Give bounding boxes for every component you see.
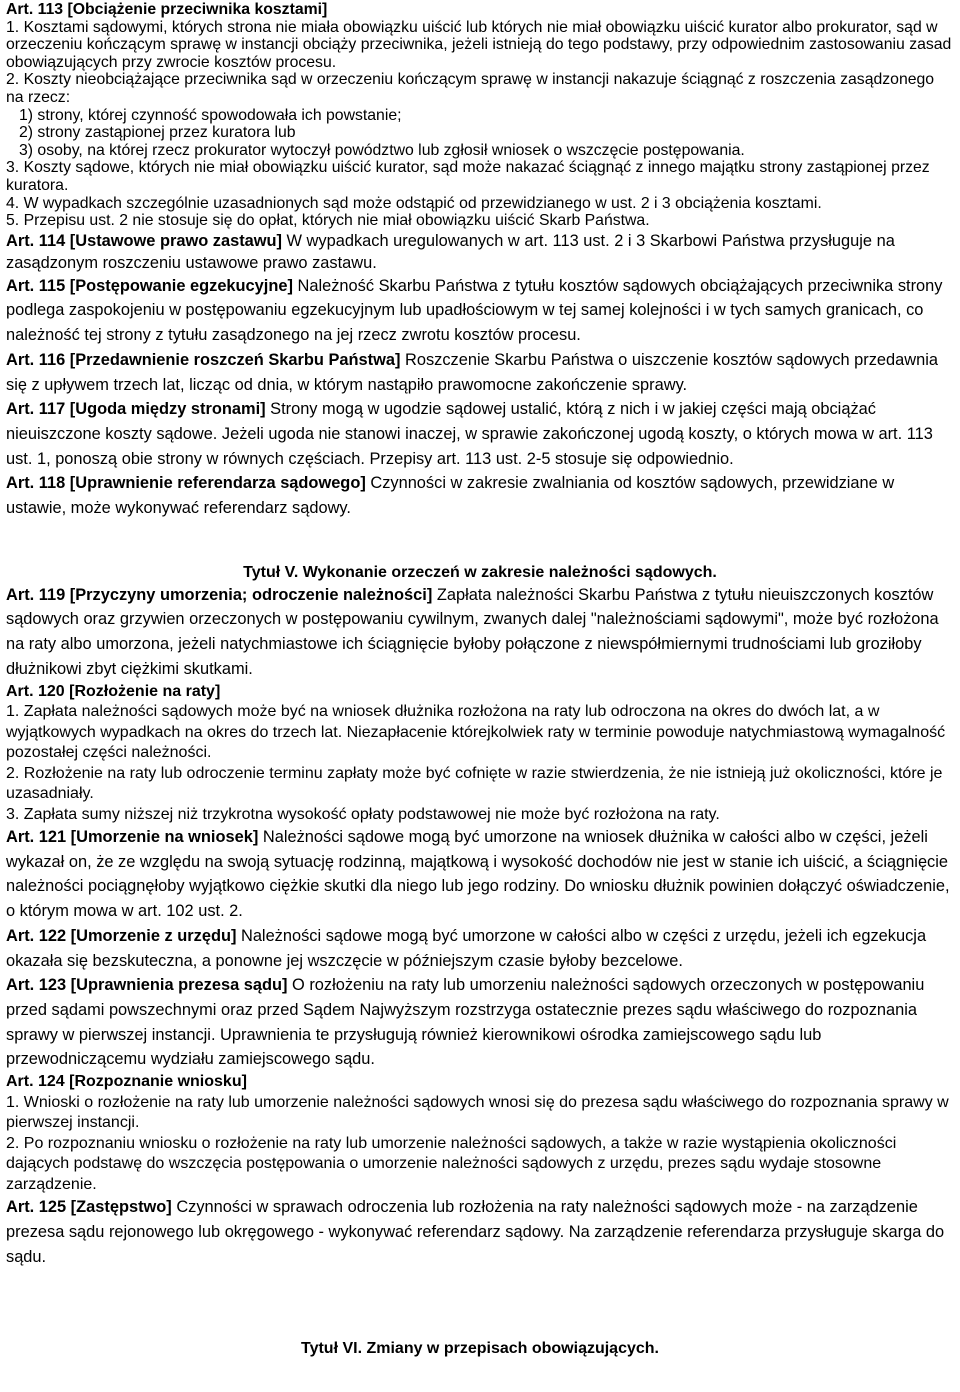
article-113-paragraph-4: 4. W wypadkach szczególnie uzasadnionych sąd może odstąpić od przewidzianego w ust. 2 i 3 obciążenia kosztami. xyxy=(6,194,822,212)
article-117 xyxy=(6,397,954,471)
article-123-text: O rozłożeniu na raty lub umorzeniu należności sądowych orzeczonych w postępowaniu przed sądami powszechnymi oraz przed Sądem Najwyższym rozstrzyga ostatecznie prezes sądu właściwego do rozpoznania sprawy w pierwszej instancji. Uprawnienia te przysługują również kierownikowi ośrodka zamiejscowego sądu lub przewodniczącemu wydziału zamiejscowego sądu. xyxy=(6,976,925,1069)
article-125-heading: Art. 125 [Zastępstwo] xyxy=(6,1198,172,1217)
article-113-paragraph-3: 3. Koszty sądowe, których nie miał obowiązku uiścić kurator, sąd może nakazać ściągnąć z innego majątku strony zastąpionej przez kuratora. xyxy=(6,159,930,194)
article-113-item-1: 1) strony, której czynność spowodowała ich powstanie; xyxy=(19,106,402,124)
article-117-text: Strony mogą w ugodzie sądowej ustalić, którą z nich i w jakiej części mają obciążać nieuiszczone koszty sądowe. Jeżeli ugoda nie stanowi inaczej, w sprawie zakończonej ugodą koszty, o których mowa w art. 113 ust. 1, ponoszą obie strony w równych częściach. Przepisy art. 113 ust. 2-5 stosuje się odpowiednio. xyxy=(6,400,933,468)
article-120-paragraph-2: 2. Rozłożenie na raty lub odroczenie terminu zapłaty może być cofnięte w razie stwierdzenia, że nie istnieją już okoliczności, które je uzasadniały. xyxy=(6,764,943,803)
article-115 xyxy=(6,274,954,348)
article-113-paragraph-1: 1. Kosztami sądowymi, których strona nie miała obowiązku uiścić lub których nie miał obowiązku uiścić kurator albo prokurator, sąd w orzeczeniu kończącym sprawę w instancji obciąży przeciwnika, jeżeli istnieją do tego podstawy, przy odpowiednim zastosowaniu zasad obowiązujących przy zwrocie kosztów procesu. xyxy=(6,18,952,71)
article-120-paragraph-3: 3. Zapłata sumy niższej niż trzykrotna wysokość opłaty podstawowej nie może być rozłożona na raty. xyxy=(6,805,720,823)
title-5-heading: Tytuł V. Wykonanie orzeczeń w zakresie należności sądowych. xyxy=(243,563,717,581)
article-125 xyxy=(6,1195,954,1269)
article-121-heading: Art. 121 [Umorzenie na wniosek] xyxy=(6,828,259,847)
article-122-text: Należności sądowe mogą być umorzone w całości albo w części z urzędu, jeżeli ich egzekucja okazała się bezskuteczna, a ponowne jej wszczęcie w późniejszym czasie byłoby bezcelowe. xyxy=(6,926,927,970)
article-113-paragraph-5: 5. Przepisu ust. 2 nie stosuje się do opłat, których nie miał obowiązku uiścić Skarb Państwa. xyxy=(6,212,650,230)
article-119 xyxy=(6,583,954,682)
spacer xyxy=(6,1269,954,1339)
article-115-heading: Art. 115 [Postępowanie egzekucyjne] xyxy=(6,276,293,295)
article-113-item-2: 2) strony zastąpionej przez kuratora lub xyxy=(19,124,296,142)
article-113 xyxy=(6,1,954,230)
article-114-heading: Art. 114 [Ustawowe prawo zastawu] xyxy=(6,231,282,250)
article-116-heading: Art. 116 [Przedawnienie roszczeń Skarbu Państwa] xyxy=(6,350,401,369)
article-124-paragraph-1: 1. Wnioski o rozłożenie na raty lub umorzenie należności sądowych wnosi się do prezesa sądu właściwego do rozpoznania sprawy w pierwszej instancji. xyxy=(6,1093,949,1132)
article-123 xyxy=(6,973,954,1072)
article-123-heading: Art. 123 [Uprawnienia prezesa sądu] xyxy=(6,976,288,995)
article-124 xyxy=(6,1072,954,1195)
article-120 xyxy=(6,682,954,826)
title-6-heading: Tytuł VI. Zmiany w przepisach obowiązujących. xyxy=(300,1340,659,1358)
article-124-paragraph-2: 2. Po rozpoznaniu wniosku o rozłożenie na raty lub umorzenie należności sądowych, a także w razie wystąpienia okoliczności dających podstawę do wszczęcia postępowania o umorzenie należności sądowych z urzędu, prezes sądu wydaje stosowne zarządzenie. xyxy=(6,1134,897,1193)
article-114-text: W wypadkach uregulowanych w art. 113 ust. 2 i 3 Skarbowi Państwa przysługuje na zasądzonym roszczeniu ustawowe prawo zastawu. xyxy=(6,231,895,272)
article-114 xyxy=(6,230,954,274)
article-116-text: Roszczenie Skarbu Państwa o uiszczenie kosztów sądowych przedawnia się z upływem trzech lat, licząc od dnia, w którym nastąpiło prawomocne zakończenie sprawy. xyxy=(6,350,938,394)
article-118-heading: Art. 118 [Uprawnienie referendarza sądowego] xyxy=(6,474,366,493)
article-113-paragraph-2: 2. Koszty nieobciążające przeciwnika sąd w orzeczeniu kończącym sprawę w instancji nakazuje ściągnąć z roszczenia zasądzonego na rzecz: xyxy=(6,71,935,106)
spacer xyxy=(6,521,954,563)
article-124-heading: Art. 124 [Rozpoznanie wniosku] xyxy=(6,1073,247,1091)
article-120-heading: Art. 120 [Rozłożenie na raty] xyxy=(6,682,221,700)
article-115-text: Należność Skarbu Państwa z tytułu kosztów sądowych obciążających przeciwnika strony podlega zaspokojeniu w postępowaniu egzekucyjnym lub upadłościowym w tej samej kolejności i w tych samych granicach, co należność tej strony z tytułu zasądzonego na jej rzecz zwrotu kosztów procesu. xyxy=(6,276,943,345)
article-120-paragraph-1: 1. Zapłata należności sądowych może być na wniosek dłużnika rozłożona na raty lub odroczona na okres do dwóch lat, a w wyjątkowych wypadkach na okres do trzech lat. Niezapłacenie którejkolwiek raty w terminie powoduje natychmiastową wymagalność pozostałej części należności. xyxy=(6,703,946,762)
article-119-heading: Art. 119 [Przyczyny umorzenia; odroczenie należności] xyxy=(6,585,433,604)
article-113-heading: Art. 113 [Obciążenie przeciwnika kosztami] xyxy=(6,1,328,18)
article-121-text: Należności sądowe mogą być umorzone na wniosek dłużnika w całości albo w części, jeżeli wykazał on, że ze względu na swoją sytuację rodzinną, majątkową i wysokość dochodów nie jest w stanie ich uiścić, a ściągnięcie należności pociągnęłoby wyjątkowo ciężkie skutki dla niego lub jego rodziny. Do wniosku dłużnik powinien dołączyć oświadczenie, o którym mowa w art. 102 ust. 2. xyxy=(6,828,950,921)
article-118 xyxy=(6,471,954,520)
article-113-item-3: 3) osoby, na której rzecz prokurator wytoczył powództwo lub zgłosił wniosek o wszczęcie postępowania. xyxy=(19,141,745,159)
article-122 xyxy=(6,924,954,973)
article-116 xyxy=(6,348,954,397)
article-122-heading: Art. 122 [Umorzenie z urzędu] xyxy=(6,926,237,945)
article-125-text: Czynności w sprawach odroczenia lub rozłożenia na raty należności sądowych może - na zarządzenie prezesa sądu rejonowego lub okręgowego - wykonywać referendarz sądowy. Na zarządzenie referendarza przysługuje skarga do sądu. xyxy=(6,1198,945,1266)
article-118-text: Czynności w zakresie zwalniania od kosztów sądowych, przewidziane w ustawie, może wykonywać referendarz sądowy. xyxy=(6,474,895,518)
article-121 xyxy=(6,825,954,924)
article-119-text: Zapłata należności Skarbu Państwa z tytułu nieuiszczonych kosztów sądowych oraz grzywien orzeczonych w postępowaniu cywilnym, zwanych dalej "należnościami sądowymi", może być rozłożona na raty albo umorzona, jeżeli natychmiastowe ich ściągnięcie byłoby połączone z niewspółmiernymi trudnościami lub groziłoby dłużnikowi zbyt ciężkimi skutkami. xyxy=(6,585,939,678)
article-117-heading: Art. 117 [Ugoda między stronami] xyxy=(6,400,266,419)
